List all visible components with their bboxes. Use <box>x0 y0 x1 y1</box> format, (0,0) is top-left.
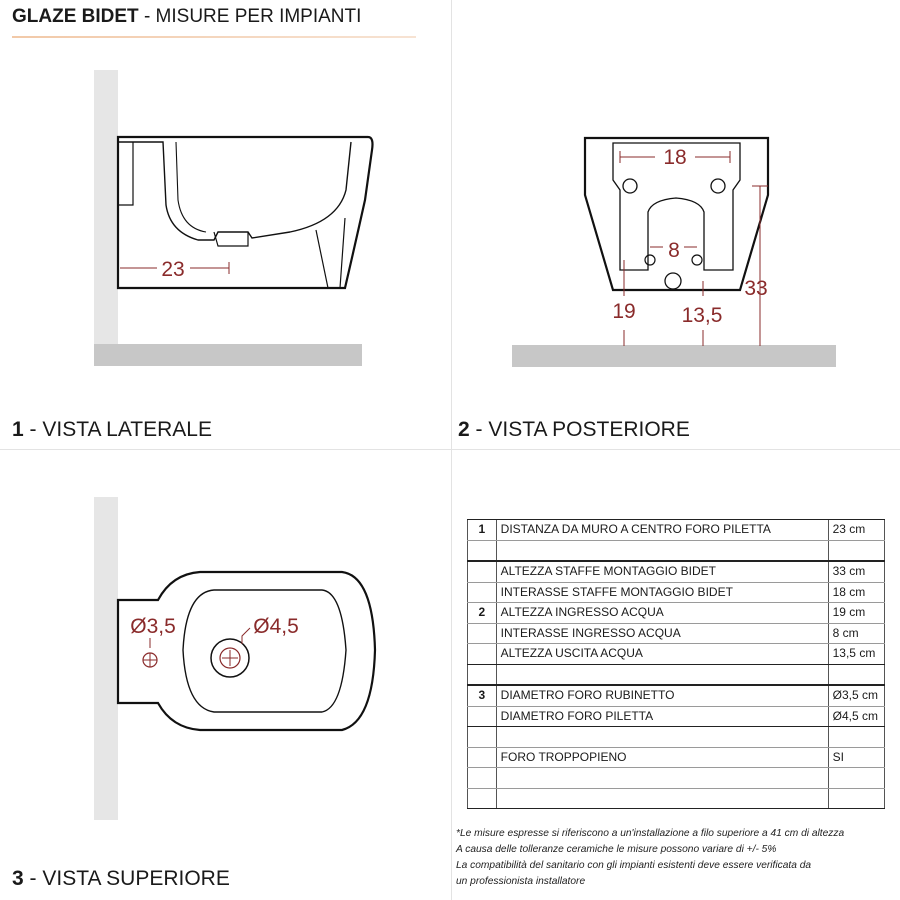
row-description <box>497 768 829 788</box>
row-value: SI <box>829 748 885 768</box>
table-row <box>467 644 885 665</box>
table-row <box>467 541 885 562</box>
row-description <box>497 727 829 747</box>
row-description <box>497 541 829 561</box>
row-value: 18 cm <box>829 583 885 603</box>
table-row <box>467 561 885 583</box>
row-value <box>829 727 885 747</box>
footnote-line: A causa delle tolleranze ceramiche le misure possono variare di +/- 5% <box>456 844 777 855</box>
top-drain-hole-label: Ø4,5 <box>253 615 299 638</box>
row-value <box>829 768 885 788</box>
table-row <box>467 748 885 769</box>
rear-bracket-spacing-label: 18 <box>663 146 687 169</box>
top-tap-hole-label: Ø3,5 <box>130 615 176 638</box>
row-value: Ø3,5 cm <box>829 686 885 706</box>
table-row <box>467 665 885 686</box>
row-description: DIAMETRO FORO PILETTA <box>497 707 829 727</box>
side-view-drawing <box>94 70 373 366</box>
row-value <box>829 789 885 809</box>
table-row <box>467 727 885 748</box>
view-label-top: 3 - VISTA SUPERIORE <box>12 867 230 890</box>
table-row <box>467 768 885 789</box>
rear-bracket-height-label: 33 <box>744 277 768 300</box>
row-description: ALTEZZA STAFFE MONTAGGIO BIDET <box>497 562 829 582</box>
group-number: 3 <box>467 686 497 706</box>
table-row <box>467 583 885 604</box>
footnote-line: *Le misure espresse si riferiscono a un'installazione a filo superiore a 41 cm di altezza <box>456 828 845 839</box>
row-description <box>497 665 829 685</box>
row-value: 13,5 cm <box>829 644 885 664</box>
row-value: Ø4,5 cm <box>829 707 885 727</box>
view-label-rear: 2 - VISTA POSTERIORE <box>458 418 690 441</box>
row-value: 19 cm <box>829 603 885 623</box>
rear-inlet-height-label: 19 <box>612 300 636 323</box>
table-row <box>467 685 885 707</box>
side-wall <box>94 70 118 366</box>
row-value <box>829 541 885 561</box>
row-description <box>497 789 829 809</box>
side-body-outline <box>118 137 373 288</box>
table-row <box>467 624 885 645</box>
footnote-line: un professionista installatore <box>456 876 586 887</box>
spec-table <box>467 519 885 809</box>
rear-view-drawing <box>512 138 836 367</box>
rear-floor <box>512 345 836 367</box>
row-description: ALTEZZA USCITA ACQUA <box>497 644 829 664</box>
table-row <box>467 603 885 624</box>
view-label-side: 1 - VISTA LATERALE <box>12 418 212 441</box>
footnotes <box>456 826 844 890</box>
row-value: 33 cm <box>829 562 885 582</box>
table-row <box>467 789 885 810</box>
group-number: 1 <box>467 520 497 540</box>
row-description: DIAMETRO FORO RUBINETTO <box>497 686 829 706</box>
group-number: 2 <box>467 603 497 623</box>
side-floor <box>94 344 362 366</box>
row-description: INTERASSE STAFFE MONTAGGIO BIDET <box>497 583 829 603</box>
row-description: DISTANZA DA MURO A CENTRO FORO PILETTA <box>497 520 829 540</box>
row-description: INTERASSE INGRESSO ACQUA <box>497 624 829 644</box>
product-name: GLAZE BIDET <box>12 6 139 27</box>
table-row <box>467 707 885 728</box>
row-value <box>829 665 885 685</box>
side-depth-label: 23 <box>161 258 185 281</box>
footnote-line: La compatibilità del sanitario con gli impianti esistenti deve essere verificata da <box>456 860 812 871</box>
top-view-drawing <box>94 497 375 820</box>
row-description: ALTEZZA INGRESSO ACQUA <box>497 603 829 623</box>
rear-outlet-height-label: 13,5 <box>681 304 723 327</box>
rear-inlet-spacing-label: 8 <box>668 239 680 262</box>
page-subtitle: - MISURE PER IMPIANTI <box>143 6 362 27</box>
row-value: 8 cm <box>829 624 885 644</box>
top-body-outline <box>118 572 375 730</box>
row-value: 23 cm <box>829 520 885 540</box>
table-row <box>467 519 885 541</box>
top-wall <box>94 497 118 820</box>
row-description: FORO TROPPOPIENO <box>497 748 829 768</box>
